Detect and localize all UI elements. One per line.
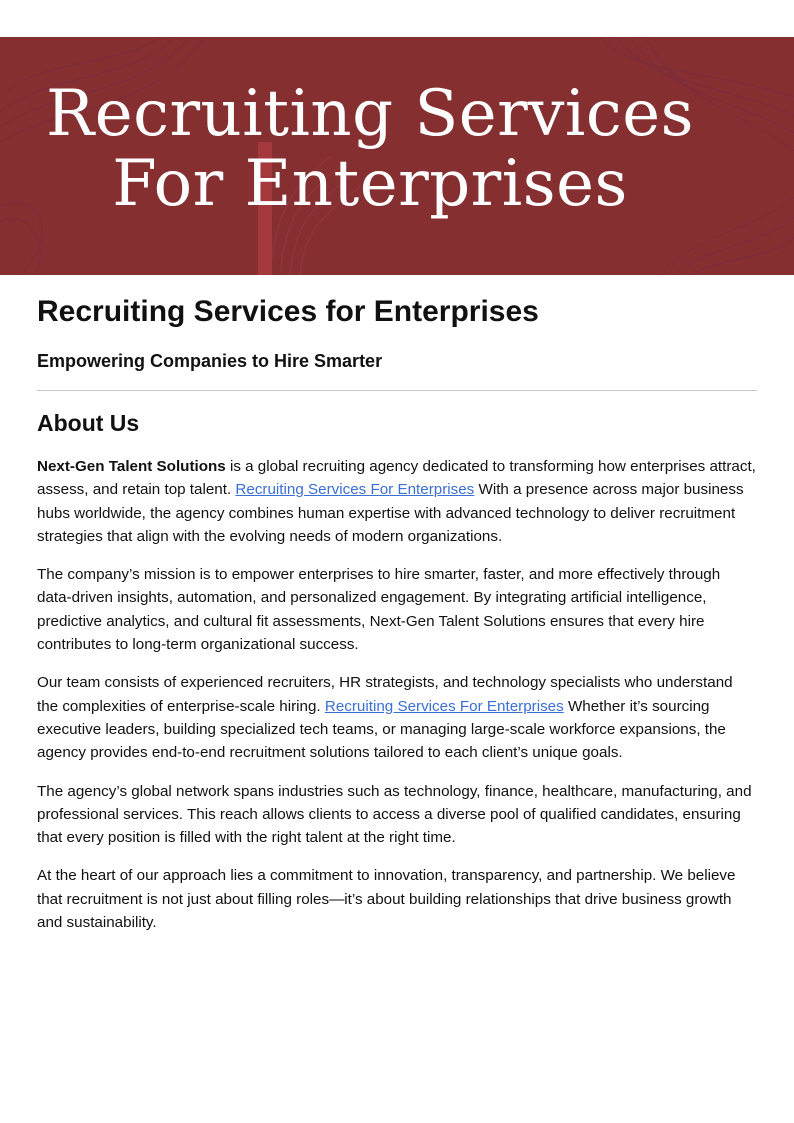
paragraph-5: At the heart of our approach lies a commitment to innovation, transparency, and partnership. We believe that recruitment is not just about filling roles—it’s about building relationships that drive business growth and sustainability. [37,867,736,932]
banner-title-line2: For Enterprises [112,147,628,221]
paragraph-4: The agency’s global network spans industries such as technology, finance, healthcare, manufacturing, and professional services. This reach allows clients to access a diverse pool of qualified candidates, ensuring that every position is filled with the right talent at the right time. [37,782,752,847]
divider [37,390,757,391]
header-banner [0,37,794,275]
section-heading-about: About Us [37,410,140,436]
paragraph-3-text-b: Whether it’s sourcing executive leaders, building specialized tech teams, or managing large-scale workforce expansions, the agency provides end-to-end recruitment solutions tailored to each client’s unique goals. [37,697,726,762]
page-subtitle: Empowering Companies to Hire Smarter [37,351,383,371]
banner-title [0,79,740,219]
paragraph-1 [37,455,757,548]
paragraph-1-text-b: With a presence across major business hubs worldwide, the agency combines human expertise with advanced technology to deliver recruitment strategies that align with the evolving needs of modern organizations. [37,481,744,545]
paragraph-1-text-a: is a global recruiting agency dedicated to transforming how enterprises attract, assess, and retain top talent. [37,458,756,499]
banner-title-line1: Recruiting Services [46,77,694,151]
company-name: Next-Gen Talent Solutions [37,458,226,475]
paragraph-3-text-a: Our team consists of experienced recruiters, HR strategists, and technology specialists who understand the complexities of enterprise-scale hiring. [37,674,733,715]
page-title: Recruiting Services for Enterprises [37,295,539,328]
paragraph-3 [37,671,757,764]
paragraph-2: The company’s mission is to empower enterprises to hire smarter, faster, and more effectively through data-driven insights, automation, and personalized engagement. By integrating artificial intelligence, predictive analytics, and cultural fit assessments, Next-Gen Talent Solutions ensures that every hire contributes to long-term organizational success. [37,566,721,654]
main-content [37,290,757,934]
recruiting-services-link-1[interactable]: Recruiting Services For Enterprises [235,481,475,499]
recruiting-services-link-2[interactable]: Recruiting Services For Enterprises [324,697,564,715]
